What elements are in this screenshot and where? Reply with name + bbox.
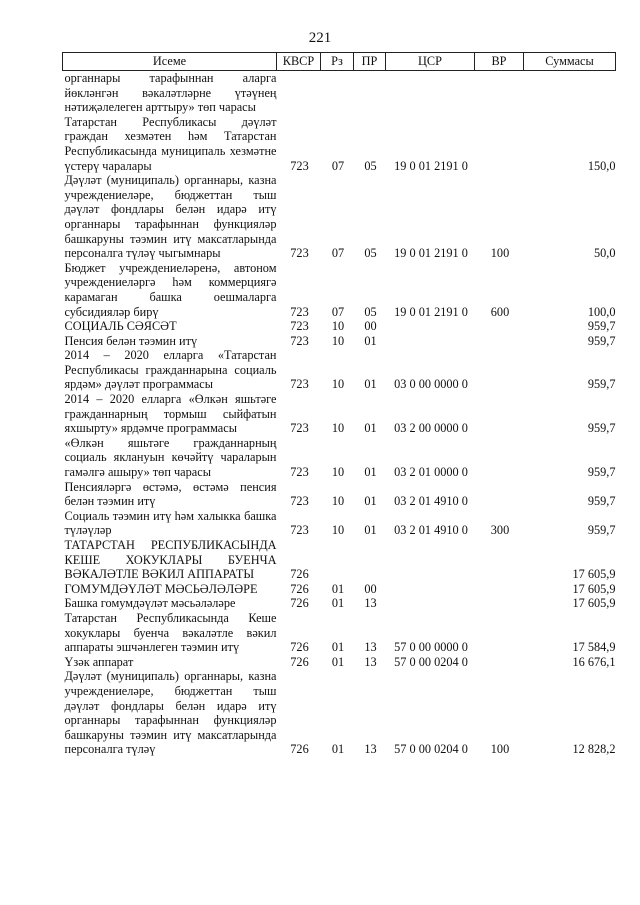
- cell-name: Пенсия белән тәэмин итү: [64, 333, 198, 348]
- cell-csr: 03 2 01 4910 0: [394, 523, 468, 538]
- table-row: [63, 319, 616, 334]
- cell-csr: 57 0 00 0204 0: [394, 742, 468, 757]
- cell-sum: 959,7: [587, 377, 616, 392]
- cell-kvsr: 723: [290, 158, 309, 173]
- cell-csr: 03 2 01 0000 0: [394, 465, 468, 480]
- header-pr: ПР: [354, 53, 386, 71]
- cell-kvsr: 723: [290, 304, 309, 319]
- cell-csr: 03 0 00 0000 0: [394, 377, 468, 392]
- cell-sum: 17 605,9: [572, 596, 616, 611]
- cell-pr: 01: [364, 494, 377, 509]
- cell-pr: 00: [364, 319, 377, 334]
- header-name: Исеме: [63, 53, 277, 71]
- cell-vr: [475, 392, 524, 436]
- cell-kvsr: 723: [290, 377, 309, 392]
- cell-name: Татарстан Республикасы дәүләт граждан хезмәтен һәм Татарстан Республикасында муниципаль хезмәтне үстерү чаралары: [64, 114, 277, 173]
- cell-pr: 13: [364, 654, 377, 669]
- cell-pr: 05: [364, 246, 377, 261]
- cell-kvsr: 723: [290, 421, 309, 436]
- cell-rz: 10: [331, 377, 345, 392]
- cell-pr: 01: [364, 377, 377, 392]
- header-sum: Суммасы: [524, 53, 616, 71]
- table-row: [63, 261, 616, 319]
- cell-sum: 17 605,9: [572, 581, 616, 596]
- cell-pr: 00: [364, 581, 377, 596]
- header-csr: ЦСР: [386, 53, 475, 71]
- cell-sum: 100,0: [587, 304, 616, 319]
- cell-pr: [354, 71, 386, 115]
- table-row: [63, 115, 616, 173]
- cell-kvsr: 726: [290, 567, 309, 582]
- cell-rz: 01: [331, 581, 345, 596]
- table-body: [63, 71, 616, 757]
- cell-sum: 959,7: [587, 465, 616, 480]
- cell-rz: 10: [331, 494, 345, 509]
- cell-sum: 959,7: [587, 523, 616, 538]
- cell-sum: 959,7: [587, 494, 616, 509]
- header-vr: ВР: [475, 53, 524, 71]
- cell-kvsr: 726: [290, 596, 309, 611]
- cell-csr: [386, 334, 475, 349]
- cell-kvsr: 726: [290, 640, 309, 655]
- cell-sum: 50,0: [593, 246, 616, 261]
- cell-vr: [475, 334, 524, 349]
- cell-kvsr: 723: [290, 333, 309, 348]
- cell-rz: 01: [331, 742, 345, 757]
- budget-table: [62, 52, 616, 757]
- cell-pr: 01: [364, 465, 377, 480]
- cell-sum: [524, 71, 616, 115]
- table-row: [63, 436, 616, 480]
- cell-csr: 03 2 00 0000 0: [394, 421, 468, 436]
- cell-kvsr: 726: [290, 742, 309, 757]
- cell-sum: 959,7: [587, 333, 616, 348]
- table-row: [63, 480, 616, 509]
- cell-rz: 07: [331, 304, 345, 319]
- table-row: [63, 582, 616, 597]
- cell-vr: [475, 71, 524, 115]
- table-row: [63, 334, 616, 349]
- cell-pr: 01: [364, 523, 377, 538]
- cell-name: Социаль тәэмин итү һәм халыкка башка түләүләр: [64, 508, 277, 538]
- cell-pr: 13: [364, 640, 377, 655]
- cell-vr: 100: [490, 742, 510, 757]
- cell-kvsr: 723: [290, 246, 309, 261]
- table-row: [63, 71, 616, 115]
- page-number: 221: [308, 30, 332, 46]
- cell-sum: 12 828,2: [572, 742, 616, 757]
- table-row: [63, 669, 616, 757]
- cell-name: Дәүләт (муниципаль) органнары, казна учреждениеләре, бюджеттан тыш дәүләт фондлары белән идарә итү органнары тарафыннан функцияләр башкаруны тәэмин итү максатларында персоналга түләү чыгымнары: [64, 173, 277, 261]
- header-row: [63, 53, 616, 71]
- cell-name: Бюджет учреждениеләренә, автоном учреждениеләргә һәм коммерциягә карамаган башка оешмаларга субсидияләр бирү: [64, 260, 277, 319]
- table-row: [63, 611, 616, 655]
- header-kvsr: КВСР: [277, 53, 321, 71]
- cell-sum: 16 676,1: [572, 654, 616, 669]
- cell-rz: 10: [331, 333, 345, 348]
- header-rz: Рз: [321, 53, 354, 71]
- table-row: [63, 173, 616, 261]
- cell-rz: 10: [331, 465, 345, 480]
- cell-vr: [475, 115, 524, 173]
- table-row: [63, 596, 616, 611]
- cell-csr: [386, 538, 475, 582]
- cell-rz: [321, 71, 354, 115]
- cell-sum: 17 584,9: [572, 640, 616, 655]
- cell-vr: [475, 538, 524, 582]
- cell-csr: 03 2 01 4910 0: [394, 494, 468, 509]
- cell-csr: [386, 319, 475, 334]
- cell-sum: 17 605,9: [572, 567, 616, 582]
- cell-pr: 01: [364, 333, 377, 348]
- cell-sum: 959,7: [587, 319, 616, 334]
- cell-pr: [354, 538, 386, 582]
- cell-rz: [321, 538, 354, 582]
- cell-vr: [475, 319, 524, 334]
- cell-name: ТАТАРСТАН РЕСПУБЛИКАСЫНДА КЕШЕ ХОКУКЛАРЫ БУЕНЧА ВӘКАЛӘТЛЕ ВӘКИЛ АППАРАТЫ: [64, 538, 277, 582]
- cell-name: Үзәк аппарат: [64, 654, 134, 669]
- cell-rz: 01: [331, 596, 345, 611]
- cell-kvsr: 726: [290, 581, 309, 596]
- cell-name: Башка гомумдәүләт мәсьәләләре: [64, 596, 236, 611]
- cell-vr: [475, 582, 524, 597]
- cell-name: 2014 – 2020 елларга «Өлкән яшьтәге гражданнарның тормыш сыйфатын яхшырту» ярдәмче программасы: [64, 392, 277, 436]
- cell-kvsr: 723: [290, 494, 309, 509]
- cell-vr: 300: [490, 523, 510, 538]
- cell-name: Дәүләт (муниципаль) органнары, казна учреждениеләре, бюджеттан тыш дәүләт фондлары белән идарә итү органнары тарафыннан функцияләр башкаруны тәэмин итү максатларында персоналга түләү: [64, 669, 277, 757]
- cell-kvsr: [277, 71, 321, 115]
- cell-rz: 01: [331, 654, 345, 669]
- cell-csr: 57 0 00 0204 0: [394, 654, 468, 669]
- cell-pr: 05: [364, 158, 377, 173]
- cell-pr: 05: [364, 304, 377, 319]
- cell-vr: [475, 596, 524, 611]
- cell-kvsr: 723: [290, 465, 309, 480]
- cell-sum: 150,0: [587, 158, 616, 173]
- cell-pr: 13: [364, 742, 377, 757]
- cell-kvsr: 726: [290, 654, 309, 669]
- cell-pr: 13: [364, 596, 377, 611]
- cell-rz: 07: [331, 246, 345, 261]
- cell-name: СОЦИАЛЬ СӘЯСӘТ: [64, 319, 177, 334]
- cell-rz: 07: [331, 158, 345, 173]
- cell-sum: 959,7: [587, 421, 616, 436]
- cell-kvsr: 723: [290, 319, 309, 334]
- cell-rz: 10: [331, 319, 345, 334]
- cell-vr: [475, 436, 524, 480]
- cell-name: Пенсияләргә өстәмә, өстәмә пенсия белән тәэмин итү: [64, 479, 277, 509]
- cell-rz: 10: [331, 421, 345, 436]
- table-row: [63, 538, 616, 582]
- cell-vr: [475, 611, 524, 655]
- cell-rz: 01: [331, 640, 345, 655]
- cell-vr: [475, 655, 524, 670]
- cell-vr: [475, 348, 524, 392]
- cell-csr: 19 0 01 2191 0: [394, 158, 468, 173]
- cell-csr: [386, 71, 475, 115]
- table-row: [63, 348, 616, 392]
- cell-vr: [475, 480, 524, 509]
- cell-rz: 10: [331, 523, 345, 538]
- cell-csr: 57 0 00 0000 0: [394, 640, 468, 655]
- cell-kvsr: 723: [290, 523, 309, 538]
- cell-csr: [386, 582, 475, 597]
- cell-csr: 19 0 01 2191 0: [394, 246, 468, 261]
- cell-csr: [386, 596, 475, 611]
- cell-name: «Өлкән яшьтәге гражданнарның социаль яклануын көчәйтү чараларын гамәлгә ашыру» төп чарасы: [64, 435, 277, 480]
- cell-name: органнары тарафыннан аларга йөкләнгән вәкаләтләрне үтәүнең нәтиҗәлелеген арттыру» төп чарасы: [64, 71, 277, 115]
- cell-name: Татарстан Республикасында Кеше хокуклары буенча вәкаләтле вәкил аппараты эшчәнлеген тәэмин итү: [64, 610, 277, 655]
- cell-csr: 19 0 01 2191 0: [394, 304, 468, 319]
- cell-pr: 01: [364, 421, 377, 436]
- cell-vr: 600: [490, 304, 510, 319]
- cell-name: 2014 – 2020 елларга «Татарстан Республикасы гражданнарына социаль ярдәм» дәүләт программасы: [64, 348, 277, 392]
- table-row: [63, 655, 616, 670]
- table-row: [63, 392, 616, 436]
- cell-vr: 100: [490, 246, 510, 261]
- table-row: [63, 509, 616, 538]
- cell-name: ГОМУМДӘҮЛӘТ МӘСЬӘЛӘЛӘРЕ: [64, 581, 258, 596]
